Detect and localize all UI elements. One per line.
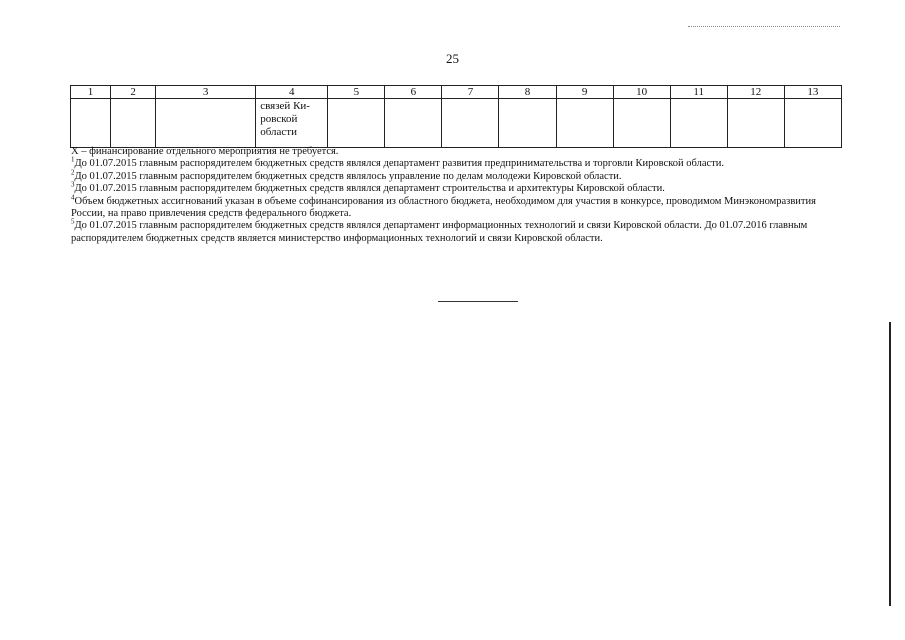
table-cell [727,99,784,148]
table-cell [328,99,385,148]
footnote-mark: 3 [71,180,75,189]
footnote-text: До 01.07.2015 главным распорядителем бюджетных средств являлся департамент строительства и архитектуры Кировской области. [74,183,665,195]
column-header: 7 [442,86,499,99]
column-header: 3 [156,86,256,99]
footnote-text: До 01.07.2015 главным распорядителем бюджетных средств являлся департамент информационных технологий и связи Кировской области. До 01.07.2016 главным распорядителем бюджетных средств является министерство информационных технологий и связи Кировской области. [71,220,808,244]
scan-artifact-line [688,26,840,27]
table-cell [556,99,613,148]
table-cell [499,99,556,148]
column-header: 4 [256,86,328,99]
footnote-text: До 01.07.2015 главным распорядителем бюджетных средств являлся департамент развития предпринимательства и торговли Кировской области. [74,158,724,170]
column-header: 13 [784,86,841,99]
column-header: 11 [670,86,727,99]
table-cell [156,99,256,148]
table-cell [385,99,442,148]
footnotes-block [71,146,843,245]
table-cell [613,99,670,148]
column-header: 1 [71,86,111,99]
footnote-text: До 01.07.2015 главным распорядителем бюджетных средств являлось управление по делам молодежи Кировской области. [74,170,622,182]
footnote [71,155,843,170]
column-header: 9 [556,86,613,99]
column-header: 6 [385,86,442,99]
column-header: 5 [328,86,385,99]
table-cell [71,99,111,148]
footnote-mark: 4 [71,193,75,202]
table-cell-text: связей Ки- ровской области [260,100,310,138]
footnote-mark: 1 [71,155,75,164]
end-divider [438,301,518,302]
column-header: 2 [111,86,156,99]
data-table [70,85,842,148]
table-cell [670,99,727,148]
footnote [71,217,843,245]
table-row [71,99,842,148]
table-cell [111,99,156,148]
footnote [71,180,843,195]
footnote [71,168,843,183]
column-header: 10 [613,86,670,99]
column-header: 12 [727,86,784,99]
footnote [71,193,843,221]
footnote-mark: 5 [71,217,75,226]
footnote-text: Объем бюджетных ассигнований указан в объеме софинансирования из областного бюджета, необходимом для участия в конкурсе, проводимом Минэкономразвития России, на право привлечения средств федерального бюджета. [71,195,816,220]
table-header-row [71,86,842,99]
footnote-mark: 2 [71,168,75,177]
table-cell [256,99,328,148]
table-cell [784,99,841,148]
x-note: Х – финансирование отдельного мероприятия не требуется. [71,146,339,157]
page-number: 25 [446,51,459,66]
table-cell [442,99,499,148]
scan-edge-line [889,322,891,606]
column-header: 8 [499,86,556,99]
